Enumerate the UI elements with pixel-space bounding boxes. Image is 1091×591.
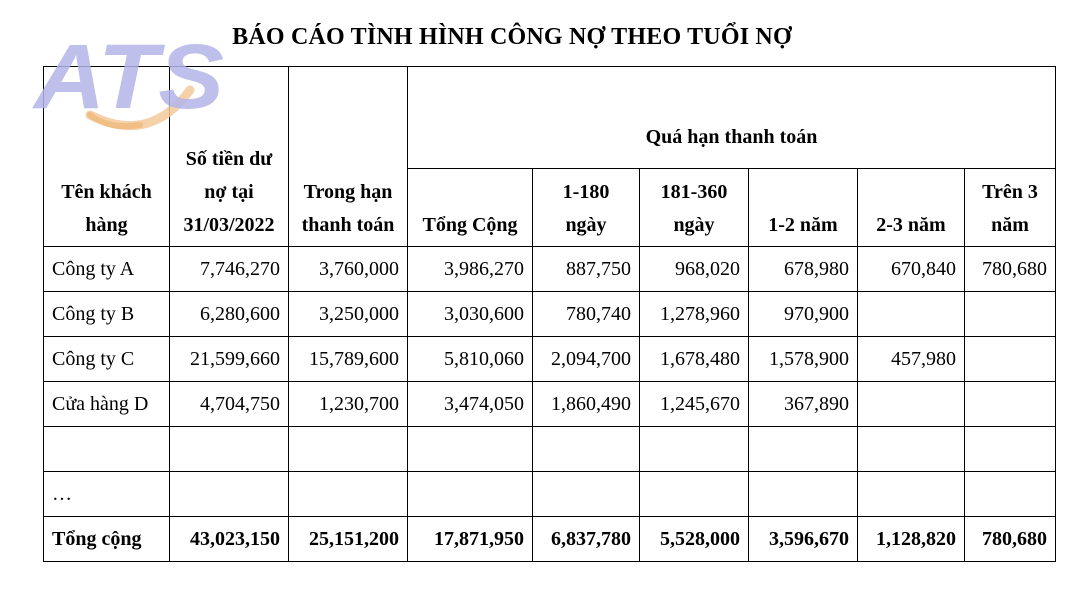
cell-balance xyxy=(170,427,289,472)
cell-1-2-years xyxy=(749,427,858,472)
header-1-180-days: 1-180 ngày xyxy=(533,169,640,247)
header-overdue: Quá hạn thanh toán xyxy=(408,67,1056,169)
cell-customer: Công ty A xyxy=(44,247,170,292)
cell-total xyxy=(408,472,533,517)
cell-total: 5,810,060 xyxy=(408,337,533,382)
cell-181-360-days xyxy=(640,472,749,517)
cell-1-180-days: 2,094,700 xyxy=(533,337,640,382)
table-row xyxy=(44,247,1056,292)
cell-1-2-years: 3,596,670 xyxy=(749,517,858,562)
cell-1-180-days xyxy=(533,472,640,517)
cell-in-term: 15,789,600 xyxy=(289,337,408,382)
table-row xyxy=(44,337,1056,382)
cell-1-2-years xyxy=(749,472,858,517)
cell-over-3-years xyxy=(965,292,1056,337)
cell-2-3-years: 1,128,820 xyxy=(858,517,965,562)
cell-1-180-days: 780,740 xyxy=(533,292,640,337)
cell-in-term xyxy=(289,472,408,517)
cell-over-3-years xyxy=(965,337,1056,382)
cell-balance: 4,704,750 xyxy=(170,382,289,427)
header-1-2-years: 1-2 năm xyxy=(749,169,858,247)
header-181-360-days: 181-360 ngày xyxy=(640,169,749,247)
cell-total xyxy=(408,427,533,472)
cell-2-3-years xyxy=(858,427,965,472)
cell-total: 3,986,270 xyxy=(408,247,533,292)
cell-181-360-days: 1,245,670 xyxy=(640,382,749,427)
cell-1-180-days: 1,860,490 xyxy=(533,382,640,427)
header-2-3-years: 2-3 năm xyxy=(858,169,965,247)
cell-over-3-years xyxy=(965,472,1056,517)
cell-over-3-years xyxy=(965,427,1056,472)
table-row xyxy=(44,382,1056,427)
cell-customer: Tổng cộng xyxy=(44,517,170,562)
cell-in-term xyxy=(289,427,408,472)
cell-customer: Công ty B xyxy=(44,292,170,337)
total-row xyxy=(44,517,1056,562)
cell-total: 3,030,600 xyxy=(408,292,533,337)
cell-customer: … xyxy=(44,472,170,517)
cell-over-3-years xyxy=(965,382,1056,427)
logo-text: ATS xyxy=(31,26,224,128)
cell-balance: 7,746,270 xyxy=(170,247,289,292)
cell-181-360-days: 5,528,000 xyxy=(640,517,749,562)
report-title: BÁO CÁO TÌNH HÌNH CÔNG NỢ THEO TUỔI NỢ xyxy=(232,24,792,50)
header-in-term: Trong hạn thanh toán xyxy=(289,67,408,247)
cell-2-3-years xyxy=(858,292,965,337)
cell-2-3-years xyxy=(858,472,965,517)
cell-balance: 43,023,150 xyxy=(170,517,289,562)
cell-in-term: 3,250,000 xyxy=(289,292,408,337)
cell-customer: Cửa hàng D xyxy=(44,382,170,427)
cell-over-3-years: 780,680 xyxy=(965,247,1056,292)
cell-181-360-days: 1,278,960 xyxy=(640,292,749,337)
cell-balance: 6,280,600 xyxy=(170,292,289,337)
cell-181-360-days xyxy=(640,427,749,472)
cell-2-3-years: 457,980 xyxy=(858,337,965,382)
cell-in-term: 1,230,700 xyxy=(289,382,408,427)
cell-181-360-days: 1,678,480 xyxy=(640,337,749,382)
cell-1-2-years: 1,578,900 xyxy=(749,337,858,382)
cell-balance xyxy=(170,472,289,517)
cell-total: 3,474,050 xyxy=(408,382,533,427)
table-row xyxy=(44,292,1056,337)
cell-181-360-days: 968,020 xyxy=(640,247,749,292)
cell-over-3-years: 780,680 xyxy=(965,517,1056,562)
cell-2-3-years xyxy=(858,382,965,427)
header-balance: Số tiền dư nợ tại 31/03/2022 xyxy=(170,67,289,247)
header-over-3-years: Trên 3 năm xyxy=(965,169,1056,247)
cell-in-term: 25,151,200 xyxy=(289,517,408,562)
table-row xyxy=(44,472,1056,517)
header-total: Tổng Cộng xyxy=(408,169,533,247)
cell-customer: Công ty C xyxy=(44,337,170,382)
cell-1-180-days: 887,750 xyxy=(533,247,640,292)
cell-1-2-years: 970,900 xyxy=(749,292,858,337)
cell-1-180-days xyxy=(533,427,640,472)
cell-2-3-years: 670,840 xyxy=(858,247,965,292)
cell-balance: 21,599,660 xyxy=(170,337,289,382)
table-row xyxy=(44,427,1056,472)
cell-customer xyxy=(44,427,170,472)
cell-1-2-years: 678,980 xyxy=(749,247,858,292)
cell-1-180-days: 6,837,780 xyxy=(533,517,640,562)
cell-1-2-years: 367,890 xyxy=(749,382,858,427)
cell-in-term: 3,760,000 xyxy=(289,247,408,292)
debt-aging-table xyxy=(43,66,1056,562)
header-customer: Tên khách hàng xyxy=(44,67,170,247)
cell-total: 17,871,950 xyxy=(408,517,533,562)
